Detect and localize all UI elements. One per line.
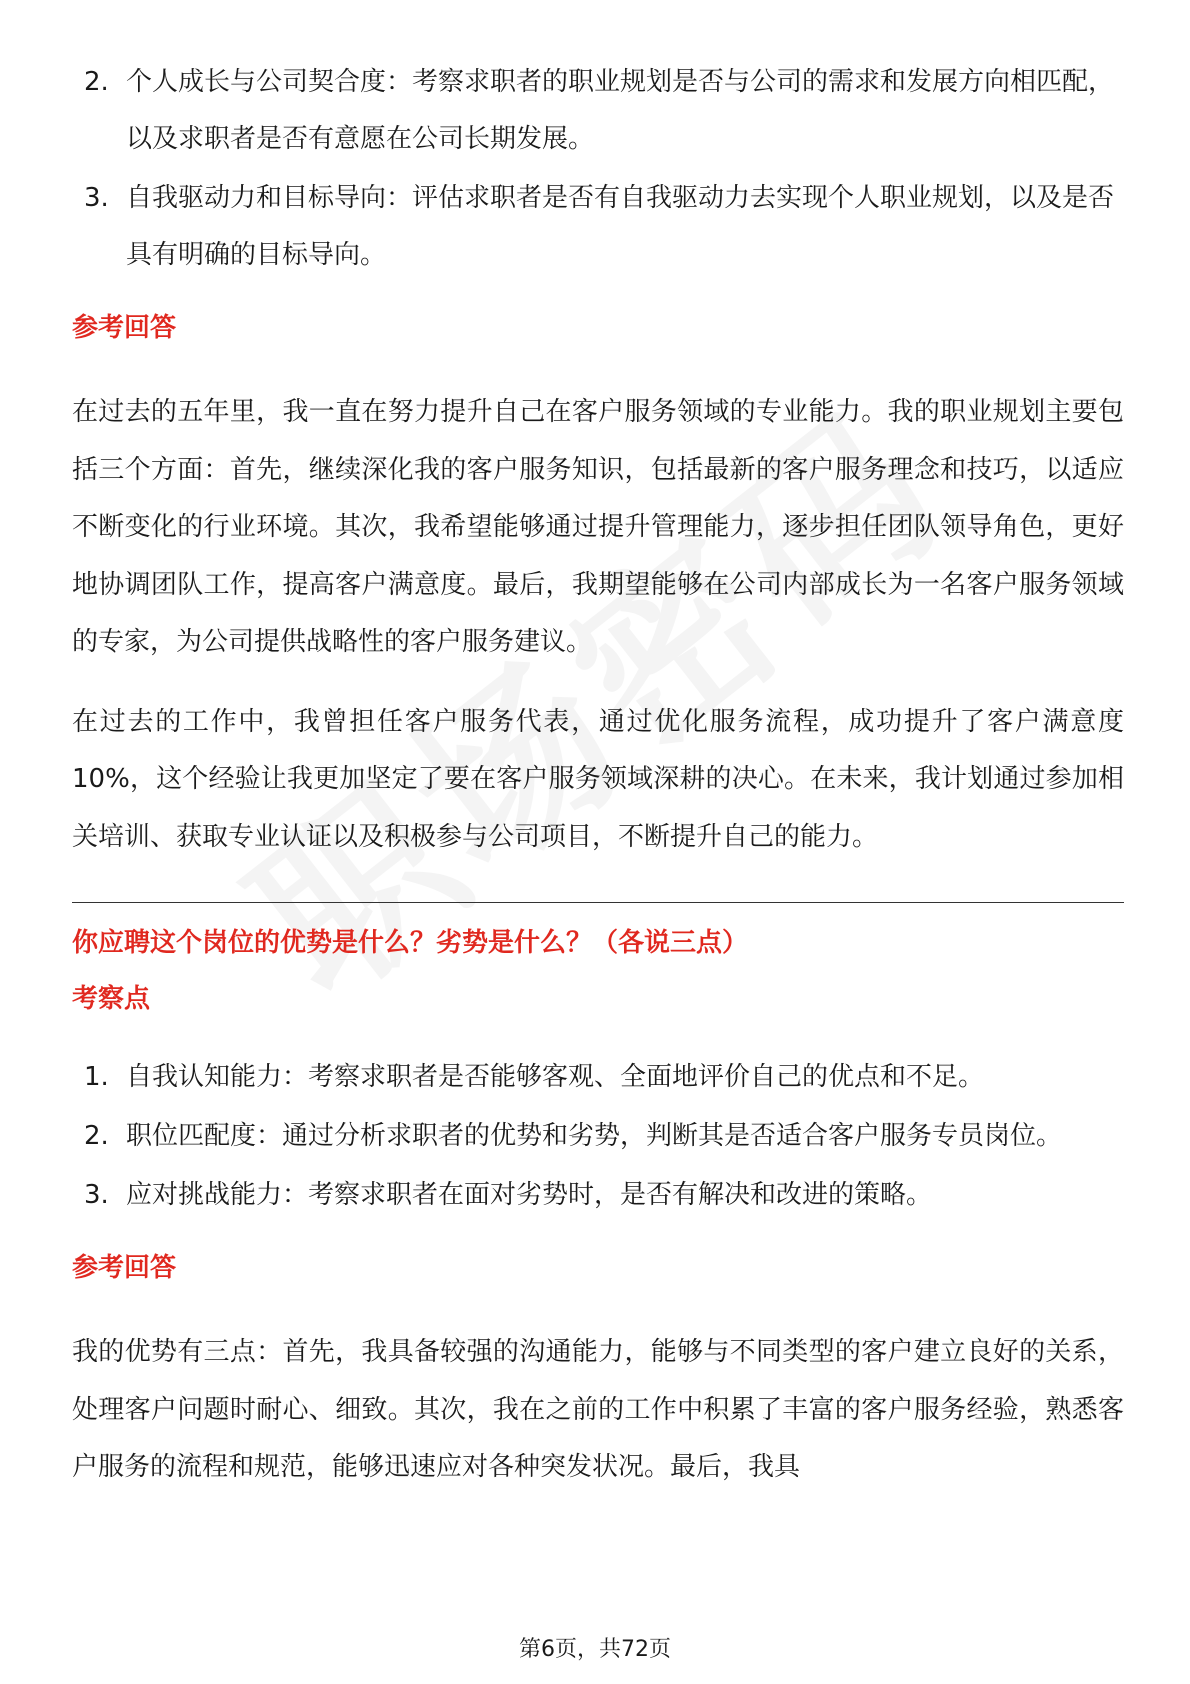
focus-points-label: 考察点 [72,984,151,1014]
answer-paragraph: 我的优势有三点：首先，我具备较强的沟通能力，能够与不同类型的客户建立良好的关系，处理客户问题时耐心、细致。其次，我在之前的工作中积累了丰富的客户服务经验，熟悉客户服务的流程和规范，能够迅速应对各种突发状况。最后，我具 [72,1337,1124,1482]
list-item [72,1108,1124,1165]
list-item-number: 3. [84,183,109,213]
list-item-text: 职位匹配度：通过分析求职者的优势和劣势，判断其是否适合客户服务专员岗位。 [126,1121,1063,1151]
page-content [72,54,1124,1497]
list-item-number: 2. [84,67,109,97]
list-item [72,1049,1124,1106]
reference-answer-label: 参考回答 [72,313,177,343]
list-item-number: 1. [84,1062,109,1092]
list-item-number: 3. [84,1180,109,1210]
list-item [72,1167,1124,1224]
answer-paragraph: 在过去的工作中，我曾担任客户服务代表，通过优化服务流程，成功提升了客户满意度10%，这个经验让我更加坚定了要在客户服务领域深耕的决心。在未来，我计划通过参加相关培训、获取专业认证以及积极参与公司项目，不断提升自己的能力。 [72,706,1124,852]
interview-question: 你应聘这个岗位的优势是什么？劣势是什么？（各说三点） [72,928,749,958]
list-item-text: 自我认知能力：考察求职者是否能够客观、全面地评价自己的优点和不足。 [126,1062,985,1092]
list-item-number: 2. [84,1121,109,1151]
focus-list-continued [72,54,1124,284]
list-item-text: 个人成长与公司契合度：考察求职者的职业规划是否与公司的需求和发展方向相匹配，以及求职者是否有意愿在公司长期发展。 [126,67,1115,154]
page-number: 第6页，共72页 [519,1637,671,1662]
list-item [72,54,1124,168]
list-item [72,170,1124,284]
list-item-text: 自我驱动力和目标导向：评估求职者是否有自我驱动力去实现个人职业规划，以及是否具有明确的目标导向。 [126,183,1115,270]
focus-list [72,1049,1124,1224]
list-item-text: 应对挑战能力：考察求职者在面对劣势时，是否有解决和改进的策略。 [126,1180,933,1210]
answer-paragraph: 在过去的五年里，我一直在努力提升自己在客户服务领域的专业能力。我的职业规划主要包括三个方面：首先，继续深化我的客户服务知识，包括最新的客户服务理念和技巧，以适应不断变化的行业环境。其次，我希望能够通过提升管理能力，逐步担任团队领导角色，更好地协调团队工作，提高客户满意度。最后，我期望能够在公司内部成长为一名客户服务领域的专家，为公司提供战略性的客户服务建议。 [72,397,1124,657]
reference-answer-label: 参考回答 [72,1253,177,1283]
